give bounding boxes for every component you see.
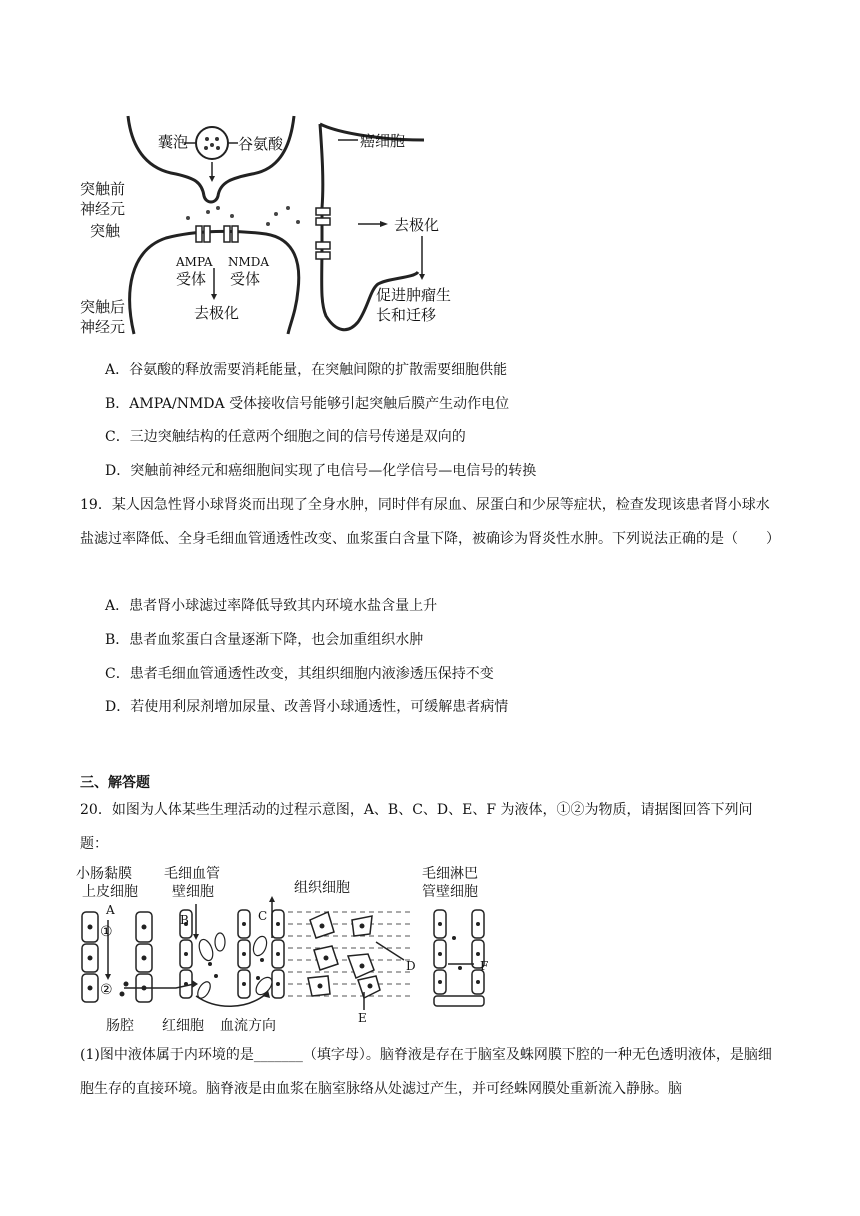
label-red-blood-cell: 红细胞 xyxy=(162,1018,204,1032)
ampa-receptor xyxy=(196,226,210,242)
label-fluid-b: B xyxy=(180,913,189,927)
label-fluid-f: F xyxy=(480,959,489,973)
label-intestinal-lumen: 肠腔 xyxy=(106,1018,134,1032)
label-substance-1: ① xyxy=(100,924,113,940)
label-postsynaptic-1: 突触后 xyxy=(80,298,126,316)
q19-option-c: C．患者毛细血管通透性改变，其组织细胞内液渗透压保持不变 xyxy=(105,666,494,682)
label-fluid-d: D xyxy=(406,959,416,973)
label-fluid-a: A xyxy=(106,903,115,917)
label-postsynaptic-2: 神经元 xyxy=(80,318,126,336)
glutamate-dots xyxy=(186,206,300,226)
label-promote-1: 促进肿瘤生 xyxy=(376,286,452,304)
label-promote-2: 长和迁移 xyxy=(376,306,437,324)
body-fluid-figure xyxy=(76,860,506,1032)
label-ampa-receptor: 受体 xyxy=(176,270,207,288)
label-presynaptic-1: 突触前 xyxy=(80,180,126,198)
q18-option-c: C．三边突触结构的任意两个细胞之间的信号传递是双向的 xyxy=(105,429,466,445)
label-capillary-2: 壁细胞 xyxy=(172,884,214,900)
q19-option-d: D．若使用利尿剂增加尿量、改善肾小球通透性，可缓解患者病情 xyxy=(105,699,509,715)
label-tissue-cell: 组织细胞 xyxy=(294,880,350,896)
label-cancer-cell: 癌细胞 xyxy=(360,132,406,150)
label-blood-flow: 血流方向 xyxy=(220,1018,276,1032)
q19-stem: 19．某人因急性肾小球肾炎而出现了全身水肿，同时伴有尿血、尿蛋白和少尿等症状，检查发现该患者肾小球水盐滤过率降低、全身毛细血管通透性改变、血浆蛋白含量下降，被确诊为肾炎性水肿。下列说法正确的是（ ） xyxy=(80,497,780,547)
q19-option-b: B．患者血浆蛋白含量逐渐下降，也会加重组织水肿 xyxy=(105,632,424,648)
label-lymph-1: 毛细淋巴 xyxy=(422,866,478,882)
q20-subquestion-1: (1)图中液体属于内环境的是_______（填字母）。脑脊液是存在于脑室及蛛网膜下腔的一种无色透明液体，是脑细胞生存的直接环境。脑脊液是由血浆在脑室脉络从处滤过产生，并可经蛛网膜处重新流入静脉。脑 xyxy=(80,1047,772,1097)
label-lymph-2: 管壁细胞 xyxy=(422,884,478,900)
nmda-receptor xyxy=(224,226,238,242)
label-synapse: 突触 xyxy=(90,222,121,240)
label-depolarization-right: 去极化 xyxy=(394,216,440,234)
q18-option-b: B．AMPA/NMDA 受体接收信号能够引起突触后膜产生动作电位 xyxy=(105,396,510,412)
label-intestine-1: 小肠黏膜 xyxy=(76,866,132,882)
q18-option-d: D．突触前神经元和癌细胞间实现了电信号—化学信号—电信号的转换 xyxy=(105,463,537,479)
label-fluid-e: E xyxy=(358,1011,367,1025)
label-nmda-receptor: 受体 xyxy=(230,270,261,288)
q19-option-a: A．患者肾小球滤过率降低导致其内环境水盐含量上升 xyxy=(105,598,438,614)
label-substance-2: ② xyxy=(100,982,113,998)
synapse-figure xyxy=(76,112,476,338)
label-nmda: NMDA xyxy=(228,255,270,269)
label-capillary-1: 毛细血管 xyxy=(164,866,220,882)
label-depolarization-left: 去极化 xyxy=(194,304,240,322)
label-fluid-c: C xyxy=(258,909,268,923)
label-presynaptic-2: 神经元 xyxy=(80,200,126,218)
section-heading: 三、解答题 xyxy=(80,775,150,791)
label-glutamate: 谷氨酸 xyxy=(238,135,284,153)
label-ampa: AMPA xyxy=(176,255,213,269)
q20-stem: 20．如图为人体某些生理活动的过程示意图，A、B、C、D、E、F 为液体，①②为物质，请据图回答下列问题： xyxy=(80,802,753,852)
label-intestine-2: 上皮细胞 xyxy=(82,884,138,900)
q18-option-a: A．谷氨酸的释放需要消耗能量，在突触间隙的扩散需要细胞供能 xyxy=(105,362,508,378)
label-vesicle: 囊泡 xyxy=(158,133,189,151)
